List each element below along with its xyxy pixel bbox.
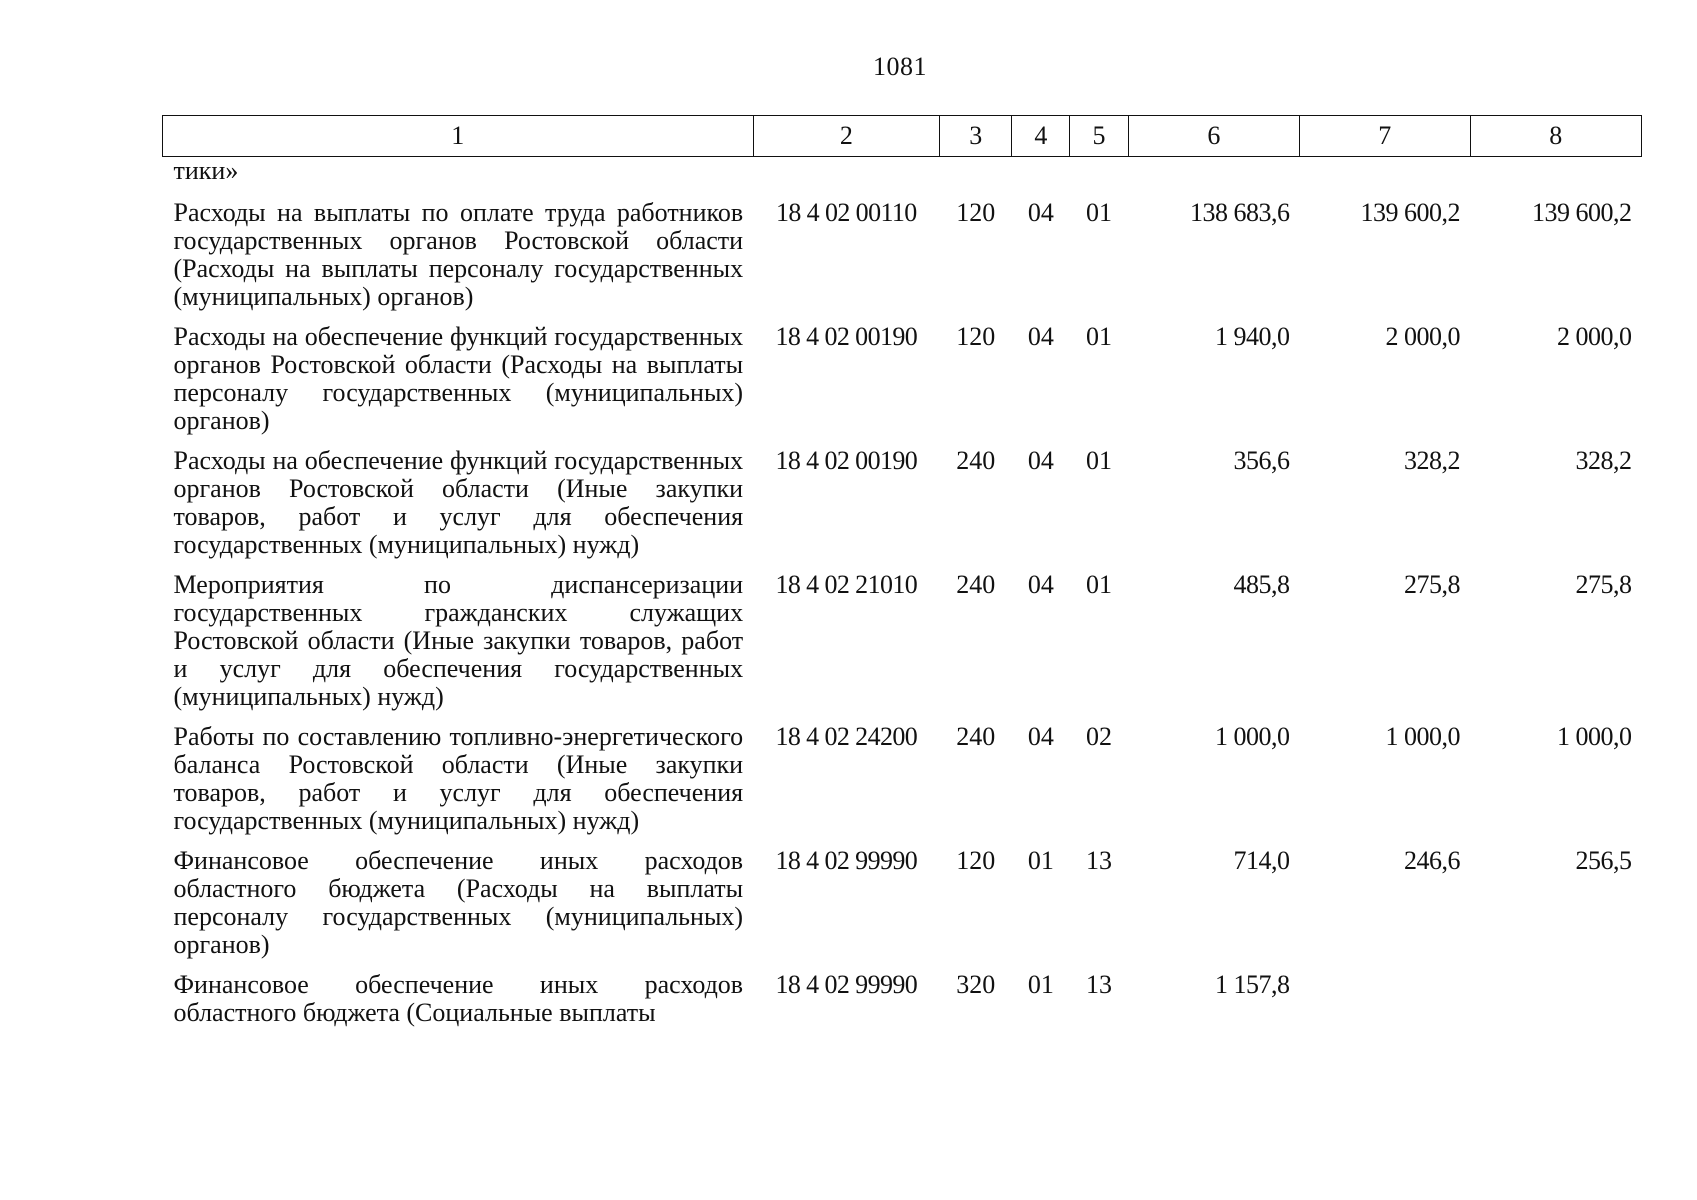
header-col-4: 4: [1012, 116, 1070, 157]
row-section: 01: [1027, 970, 1054, 999]
row-amount-col6: 1 000,0: [1215, 722, 1290, 751]
row-amount-col7: 139 600,2: [1360, 198, 1460, 227]
row-target-code: 18 4 02 24200: [775, 722, 918, 751]
table-row: [163, 199, 1642, 323]
row-amount-col6: 1 940,0: [1215, 322, 1290, 351]
row-subsection: 13: [1086, 846, 1113, 875]
row-amount-col7: 1 000,0: [1385, 722, 1460, 751]
budget-table: [162, 115, 1642, 1039]
row-section: 04: [1027, 570, 1054, 599]
continuation-row: [163, 157, 1642, 200]
row-description: Расходы на выплаты по оплате труда работников государственных органов Ростовской области (Расходы на выплаты персоналу государственных (муниципальных) органов): [173, 198, 744, 311]
row-target-code: 18 4 02 00110: [775, 198, 917, 227]
row-amount-col6: 485,8: [1233, 570, 1290, 599]
row-description: Расходы на обеспечение функций государственных органов Ростовской области (Иные закупки товаров, работ и услуг для обеспечения государственных (муниципальных) нужд): [173, 446, 744, 559]
header-col-6: 6: [1128, 116, 1299, 157]
table-row: [163, 971, 1642, 1039]
row-subsection: 01: [1086, 446, 1113, 475]
row-amount-col6: 714,0: [1233, 846, 1290, 875]
row-description: Финансовое обеспечение иных расходов областного бюджета (Социальные выплаты: [173, 970, 744, 1027]
row-amount-col8: 256,5: [1575, 846, 1632, 875]
row-amount-col7: 275,8: [1404, 570, 1460, 599]
row-target-code: 18 4 02 00190: [775, 446, 918, 475]
row-section: 04: [1027, 722, 1054, 751]
row-expense-type: 240: [956, 722, 996, 751]
row-target-code: 18 4 02 00190: [775, 322, 918, 351]
row-amount-col7: 2 000,0: [1385, 322, 1460, 351]
table-row: [163, 847, 1642, 971]
table-header: [163, 116, 1642, 157]
row-amount-col8: 2 000,0: [1557, 322, 1632, 351]
row-expense-type: 240: [956, 570, 996, 599]
row-subsection: 13: [1086, 970, 1113, 999]
row-target-code: 18 4 02 99990: [775, 970, 918, 999]
row-description: Работы по составлению топливно-энергетического баланса Ростовской области (Иные закупки товаров, работ и услуг для обеспечения государственных (муниципальных) нужд): [173, 722, 744, 835]
table-row: [163, 447, 1642, 571]
row-amount-col6: 1 157,8: [1215, 970, 1290, 999]
header-col-5: 5: [1070, 116, 1128, 157]
row-target-code: 18 4 02 21010: [775, 570, 918, 599]
page-number: 1081: [873, 52, 927, 81]
row-section: 04: [1027, 322, 1054, 351]
row-amount-col8: 328,2: [1575, 446, 1632, 475]
header-row: [163, 116, 1642, 157]
row-amount-col6: 138 683,6: [1190, 198, 1290, 227]
table-row: [163, 571, 1642, 723]
row-target-code: 18 4 02 99990: [775, 846, 918, 875]
header-col-3: 3: [940, 116, 1012, 157]
row-amount-col8: 139 600,2: [1532, 198, 1632, 227]
row-subsection: 01: [1086, 322, 1113, 351]
row-section: 01: [1027, 846, 1054, 875]
header-col-8: 8: [1470, 116, 1642, 157]
header-col-7: 7: [1300, 116, 1470, 157]
table-row: [163, 323, 1642, 447]
row-subsection: 01: [1086, 570, 1113, 599]
table-row: [163, 723, 1642, 847]
row-section: 04: [1027, 198, 1054, 227]
row-amount-col7: [1300, 971, 1470, 1039]
row-amount-col8: [1470, 971, 1642, 1039]
row-expense-type: 120: [956, 322, 996, 351]
row-amount-col8: 1 000,0: [1557, 722, 1632, 751]
header-col-2: 2: [753, 116, 940, 157]
row-expense-type: 320: [956, 970, 996, 999]
row-amount-col8: 275,8: [1575, 570, 1632, 599]
row-description: Финансовое обеспечение иных расходов областного бюджета (Расходы на выплаты персоналу государственных (муниципальных) органов): [173, 846, 744, 959]
table-body: [163, 157, 1642, 1040]
row-subsection: 01: [1086, 198, 1113, 227]
row-expense-type: 240: [956, 446, 996, 475]
row-expense-type: 120: [956, 846, 996, 875]
row-section: 04: [1027, 446, 1054, 475]
header-col-1: 1: [163, 116, 754, 157]
row-amount-col7: 328,2: [1404, 446, 1460, 475]
row-amount-col6: 356,6: [1233, 446, 1290, 475]
row-amount-col7: 246,6: [1404, 846, 1460, 875]
continuation-text: тики»: [173, 156, 239, 185]
row-subsection: 02: [1086, 722, 1113, 751]
row-expense-type: 120: [956, 198, 996, 227]
row-description: Мероприятия по диспансеризации государственных гражданских служащих Ростовской области (Иные закупки товаров, работ и услуг для обеспечения государственных (муниципальных) нужд): [173, 570, 744, 711]
row-description: Расходы на обеспечение функций государственных органов Ростовской области (Расходы на выплаты персоналу государственных (муниципальных) органов): [173, 322, 744, 435]
